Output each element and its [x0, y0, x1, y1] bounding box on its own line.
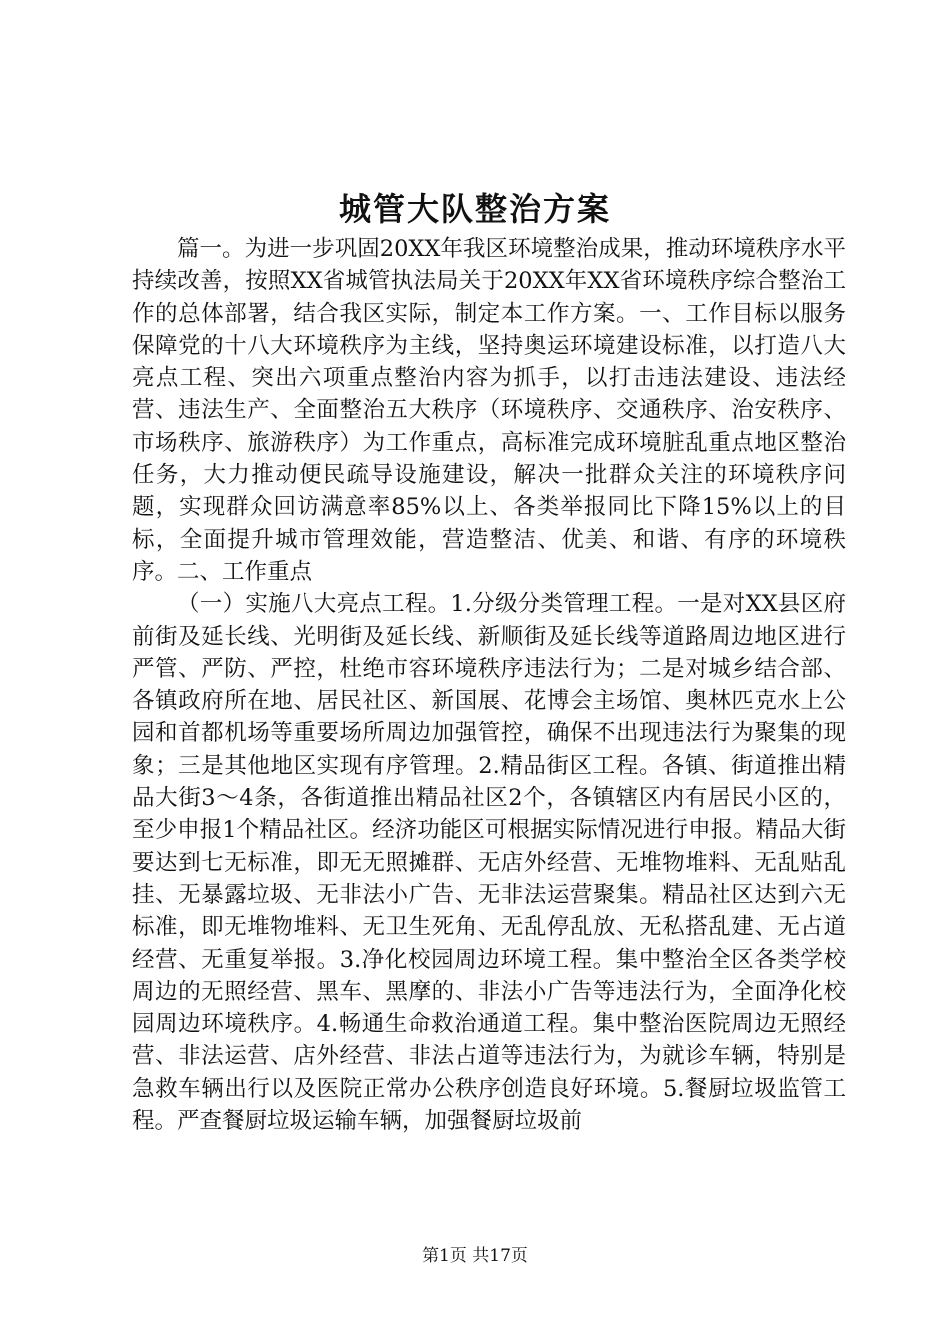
document-title: 城管大队整治方案 [338, 190, 611, 228]
document-body [132, 233, 846, 1137]
paragraph-2: （一）实施八大亮点工程。1.分级分类管理工程。一是对XX县区府前街及延长线、光明街及延长线、新顺街及延长线等道路周边地区进行严管、严防、严控，杜绝市容环境秩序违法行为；二是对城乡结合部、各镇政府所在地、居民社区、新国展、花博会主场馆、奥林匹克水上公园和首都机场等重要场所周边加强管控，确保不出现违法行为聚集的现象；三是其他地区实现有序管理。2.精品街区工程。各镇、街道推出精品大街3～4条，各街道推出精品社区2个，各镇辖区内有居民小区的，至少申报1个精品社区。经济功能区可根据实际情况进行申报。精品大街要达到七无标准，即无无照摊群、无店外经营、无堆物堆料、无乱贴乱挂、无暴露垃圾、无非法小广告、无非法运营聚集。精品社区达到六无标准，即无堆物堆料、无卫生死角、无乱停乱放、无私搭乱建、无占道经营、无重复举报。3.净化校园周边环境工程。集中整治全区各类学校周边的无照经营、黑车、黑摩的、非法小广告等违法行为，全面净化校园周边环境秩序。4.畅通生命救治通道工程。集中整治医院周边无照经营、非法运营、店外经营、非法占道等违法行为，为就诊车辆，特别是急救车辆出行以及医院正常办公秩序创造良好环境。5.餐厨垃圾监管工程。严查餐厨垃圾运输车辆，加强餐厨垃圾前 [132, 591, 846, 1135]
paragraph-1: 篇一。为进一步巩固20XX年我区环境整治成果，推动环境秩序水平持续改善，按照XX省城管执法局关于20XX年XX省环境秩序综合整治工作的总体部署，结合我区实际，制定本工作方案。一、工作目标以服务保障党的十八大环境秩序为主线，坚持奥运环境建设标准，以打造八大亮点工程、突出六项重点整治内容为抓手，以打击违法建设、违法经营、违法生产、全面整治五大秩序（环境秩序、交通秩序、治安秩序、市场秩序、旅游秩序）为工作重点，高标准完成环境脏乱重点地区整治任务，大力推动便民疏导设施建设，解决一批群众关注的环境秩序问题，实现群众回访满意率85%以上、各类举报同比下降15%以上的目标，全面提升城市管理效能，营造整洁、优美、和谐、有序的环境秩序。二、工作重点 [132, 236, 846, 585]
page-footer: 第1页 共17页 [422, 1246, 528, 1266]
